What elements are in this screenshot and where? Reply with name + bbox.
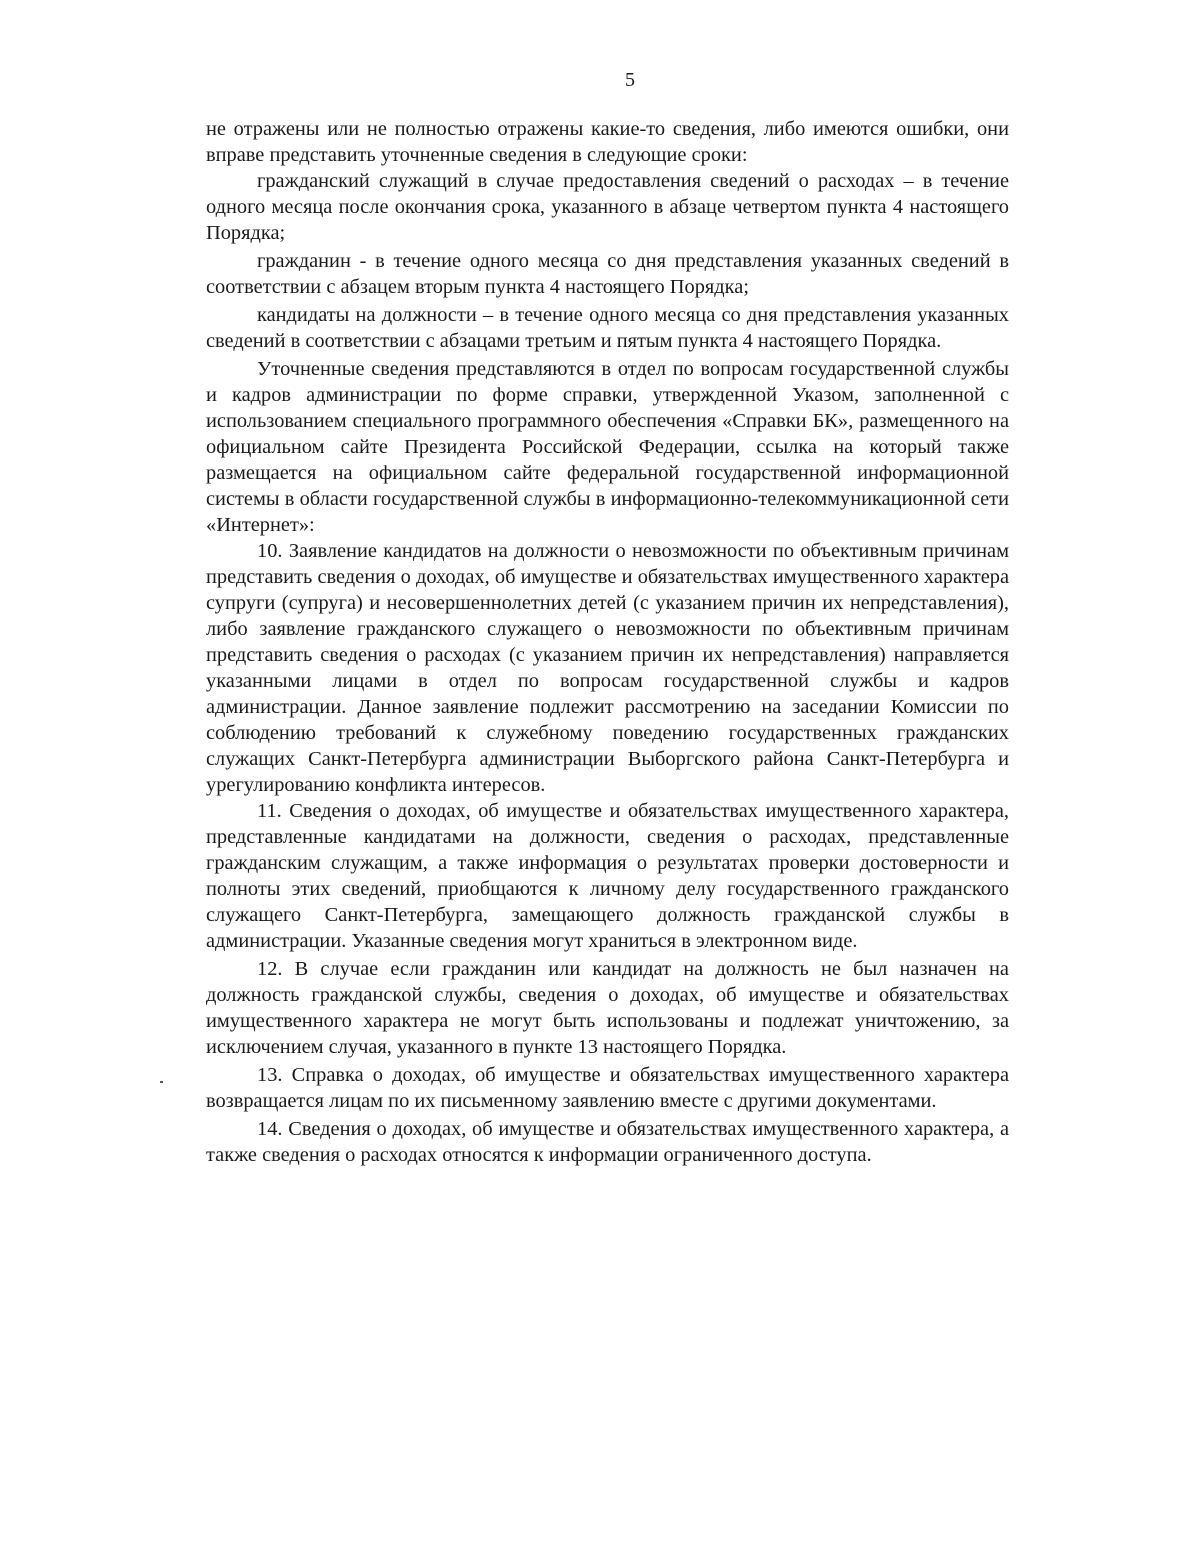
- paragraph-item-11: 11. Сведения о доходах, об имуществе и обязательствах имущественного характера, представленные кандидатами на должности, сведения о расходах, представленные гражданским служащим, а также информация о результатах проверки достоверности и полноты этих сведений, приобщаются к личному делу государственного гражданского служащего Санкт-Петербурга, замещающего должность гражданской службы в администрации. Указанные сведения могут храниться в электронном виде.: [206, 800, 1009, 952]
- paragraph-candidates-term: кандидаты на должности – в течение одного месяца со дня представления указанных сведений в соответствии с абзацами третьим и пятым пункта 4 настоящего Порядка.: [206, 304, 1009, 352]
- paragraph-clarified-info: Уточненные сведения представляются в отдел по вопросам государственной службы и кадров администрации по форме справки, утвержденной Указом, заполненной с использованием специального программного обеспечения «Справки БК», размещенного на официальном сайте Президента Российской Федерации, ссылка на который также размещается на официальном сайте федеральной государственной информационной системы в области государственной службы в информационно-телекоммуникационной сети «Интернет»:: [206, 358, 1009, 536]
- page-number: 5: [625, 69, 635, 91]
- paragraph-item-10: 10. Заявление кандидатов на должности о невозможности по объективным причинам представить сведения о доходах, об имуществе и обязательствах имущественного характера супруги (супруга) и несовершеннолетних детей (с указанием причин их непредставления), либо заявление гражданского служащего о невозможности по объективным причинам представить сведения о расходах (с указанием причин их непредставления) направляется указанными лицами в отдел по вопросам государственной службы и кадров администрации. Данное заявление подлежит рассмотрению на заседании Комиссии по соблюдению требований к служебному поведению государственных гражданских служащих Санкт-Петербурга администрации Выборгского района Санкт-Петербурга и урегулированию конфликта интересов.: [206, 540, 1009, 796]
- paragraph-civil-servant-term: гражданский служащий в случае предоставления сведений о расходах – в течение одного месяца после окончания срока, указанного в абзаце четвертом пункта 4 настоящего Порядка;: [206, 170, 1009, 244]
- paragraph-item-12: 12. В случае если гражданин или кандидат на должность не был назначен на должность гражданской службы, сведения о доходах, об имуществе и обязательствах имущественного характера не могут быть использованы и подлежат уничтожению, за исключением случая, указанного в пункте 13 настоящего Порядка.: [206, 958, 1009, 1058]
- paragraph-item-14: 14. Сведения о доходах, об имуществе и обязательствах имущественного характера, а также сведения о расходах относятся к информации ограниченного доступа.: [206, 1118, 1009, 1166]
- scan-speck: [160, 1081, 163, 1083]
- document-body: [206, 116, 1009, 1168]
- paragraph-citizen-term: гражданин - в течение одного месяца со дня представления указанных сведений в соответствии с абзацем вторым пункта 4 настоящего Порядка;: [206, 250, 1009, 298]
- paragraph-item-13: 13. Справка о доходах, об имуществе и обязательствах имущественного характера возвращается лицам по их письменному заявлению вместе с другими документами.: [206, 1064, 1009, 1112]
- paragraph-continuation: не отражены или не полностью отражены какие-то сведения, либо имеются ошибки, они вправе представить уточненные сведения в следующие сроки:: [206, 118, 1009, 166]
